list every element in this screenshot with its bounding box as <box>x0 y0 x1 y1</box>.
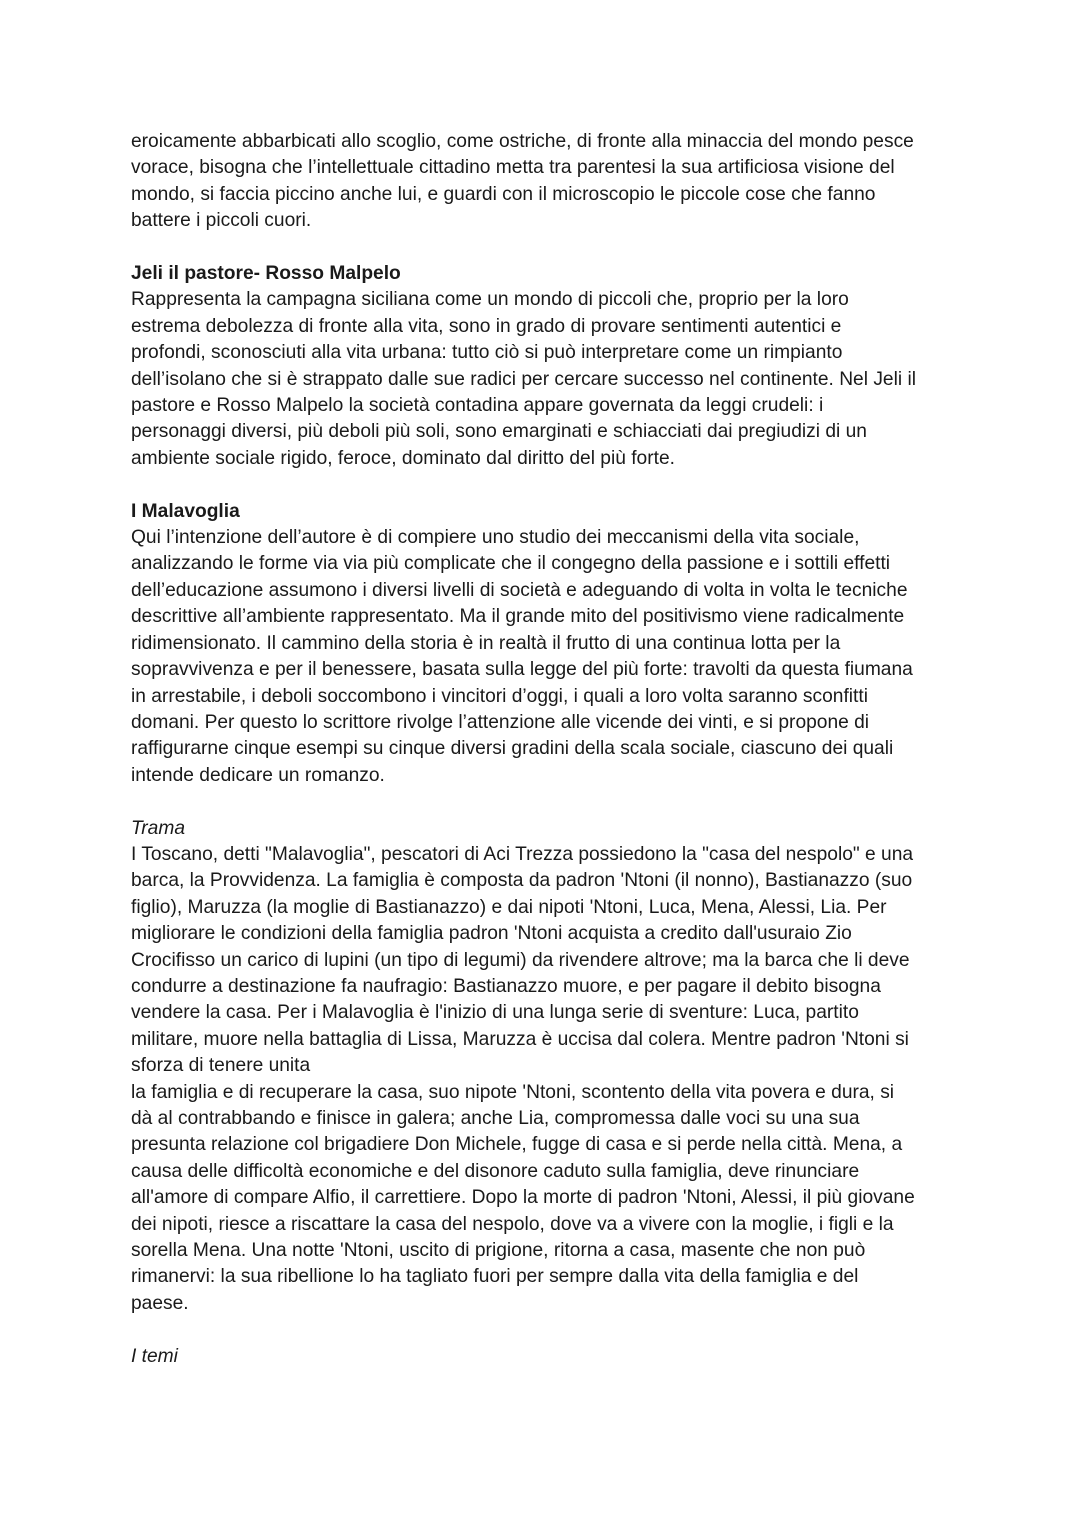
paragraph-spacer <box>131 1317 961 1343</box>
paragraph-spacer <box>131 472 961 498</box>
heading-temi: I temi <box>131 1345 178 1367</box>
malavoglia-paragraph: Qui l’intenzione dell’autore è di compiere uno studio dei meccanismi della vita sociale, analizzando le forme via via più complicate che il congegno della passione e i sottili effetti dell’educazione assumono i diversi livelli di società e adeguando di volta in volta le tecniche descrittive all’ambiente rappresentato. Ma il grande mito del positivismo viene radicalmente ridimensionato. Il cammino della storia è in realtà il frutto di una continua lotta per la sopravvivenza e per il benessere, basata sulla legge del più forte: travolti da questa fiumana in arrestabile, i deboli soccombono i vincitori d’oggi, i quali a loro volta saranno sconfitti domani. Per questo lo scrittore rivolge l’attenzione alle vicende dei vinti, e si propone di raffigurarne cinque esempi su cinque diversi gradini della scala sociale, ciascuno dei quali intende dedicare un romanzo. <box>131 527 913 786</box>
heading-malavoglia: I Malavoglia <box>131 500 240 522</box>
document-page <box>131 129 961 1370</box>
paragraph-spacer <box>131 789 961 815</box>
heading-trama: Trama <box>131 817 186 839</box>
jeli-paragraph: Rappresenta la campagna siciliana come un mondo di piccoli che, proprio per la loro estrema debolezza di fronte alla vita, sono in grado di provare sentimenti autentici e profondi, sconosciuti alla vita urbana: tutto ciò si può interpretare come un rimpianto dell’isolano che si è strappato dalle sue radici per cercare successo nel continente. Nel Jeli il pastore e Rosso Malpelo la società contadina appare governata da leggi crudeli: i personaggi diversi, più deboli più soli, sono emarginati e schiacciati dai pregiudizi di un ambiente sociale rigido, feroce, dominato dal diritto del più forte. <box>131 289 916 469</box>
intro-paragraph: eroicamente abbarbicati allo scoglio, come ostriche, di fronte alla minaccia del mondo pesce vorace, bisogna che l’intellettuale cittadino metta tra parentesi la sua artificiosa visione del mondo, si faccia piccino anche lui, e guardi con il microscopio le piccole cose che fanno battere i piccoli cuori. <box>131 131 914 232</box>
paragraph-spacer <box>131 235 961 261</box>
heading-jeli-rosso-malpelo: Jeli il pastore- Rosso Malpelo <box>131 263 401 285</box>
trama-paragraph: I Toscano, detti "Malavoglia", pescatori di Aci Trezza possiedono la "casa del nespolo" e una barca, la Provvidenza. La famiglia è composta da padron 'Ntoni (il nonno), Bastianazzo (suo figlio), Maruzza (la moglie di Bastianazzo) e dai nipoti 'Ntoni, Luca, Mena, Alessi, Lia. Per migliorare le condizioni della famiglia padron 'Ntoni acquista a credito dall'usuraio Zio Crocifisso un carico di lupini (un tipo di legumi) da rivendere altrove; ma la barca che li deve condurre a destinazione fa naufragio: Bastianazzo muore, e per pagare il debito bisogna vendere la casa. Per i Malavoglia è l'inizio di una lunga serie di sventure: Luca, partito militare, muore nella battaglia di Lissa, Maruzza è uccisa dal colera. Mentre padron 'Ntoni si sforza di tenere unita la famiglia e di recuperare la casa, suo nipote 'Ntoni, scontento della vita povera e dura, si dà al contrabbando e finisce in galera; anche Lia, compromessa dalle voci su una sua presunta relazione col brigadiere Don Michele, fugge di casa e si perde nella città. Mena, a causa delle difficoltà economiche e del disonore caduto sulla famiglia, deve rinunciare all'amore di compare Alfio, il carrettiere. Dopo la morte di padron 'Ntoni, Alessi, il più giovane dei nipoti, riesce a riscattare la casa del nespolo, dove va a vivere con la moglie, i figli e la sorella Mena. Una notte 'Ntoni, uscito di prigione, ritorna a casa, masente che non può rimanervi: la sua ribellione lo ha tagliato fuori per sempre dalla vita della famiglia e del paese. <box>131 843 915 1314</box>
